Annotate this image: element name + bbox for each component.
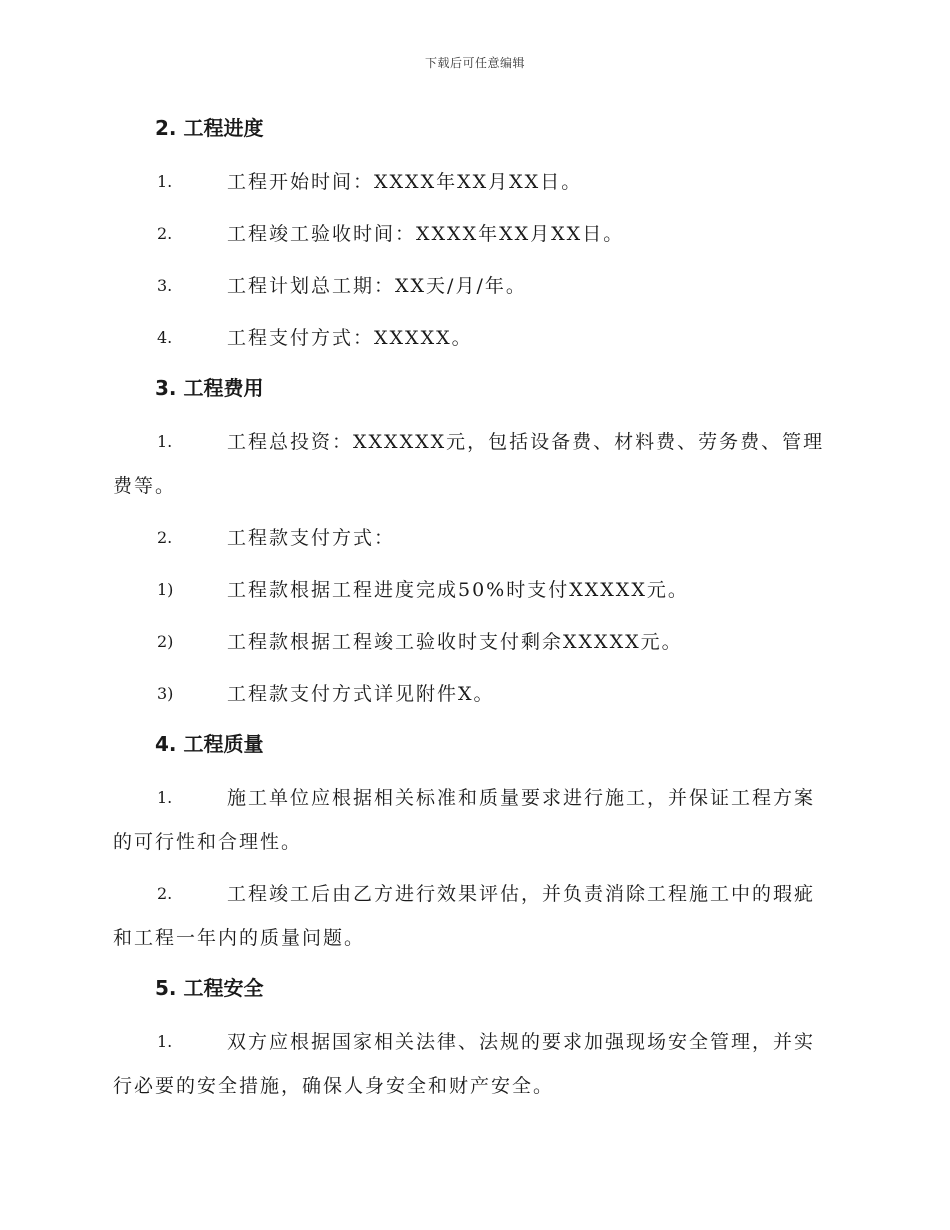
item-text: 工程计划总工期：XX天/月/年。 — [227, 275, 527, 297]
section-title-cost: 3. 工程费用 — [155, 376, 264, 400]
item-text: 施工单位应根据相关标准和质量要求进行施工，并保证工程方案的可行性和合理性。 — [113, 787, 816, 853]
item-text: 工程竣工验收时间：XXXX年XX月XX日。 — [227, 223, 625, 245]
item-number: 2. — [157, 224, 173, 243]
document-body — [113, 108, 833, 1116]
item-number: 1. — [157, 172, 173, 191]
item-number: 4. — [157, 328, 173, 347]
section-title-safety: 5. 工程安全 — [155, 976, 264, 1000]
item-text: 工程款根据工程进度完成50%时支付XXXXX元。 — [227, 579, 689, 601]
item-text: 工程总投资：XXXXXX元，包括设备费、材料费、劳务费、管理费等。 — [113, 431, 825, 497]
list-item — [113, 264, 833, 308]
page-header: 下载后可任意编辑 — [424, 56, 525, 70]
item-number: 1. — [157, 432, 173, 451]
section-title-schedule: 2. 工程进度 — [155, 116, 264, 140]
list-item — [113, 672, 833, 716]
item-number: 2. — [157, 884, 173, 903]
item-number: 3) — [157, 684, 174, 703]
list-item — [113, 316, 833, 360]
list-item — [113, 212, 833, 256]
item-text: 工程支付方式：XXXXX。 — [227, 327, 473, 349]
item-text: 工程开始时间：XXXX年XX月XX日。 — [227, 171, 583, 193]
item-text: 双方应根据国家相关法律、法规的要求加强现场安全管理，并实行必要的安全措施，确保人身安全和财产安全。 — [113, 1031, 816, 1097]
list-item — [113, 620, 833, 664]
item-number: 1) — [157, 580, 174, 599]
list-item — [113, 160, 833, 204]
list-item — [113, 872, 833, 960]
list-item — [113, 420, 833, 508]
item-number: 1. — [157, 788, 173, 807]
item-number: 2. — [157, 528, 173, 547]
item-text: 工程款支付方式： — [227, 527, 396, 549]
item-text: 工程竣工后由乙方进行效果评估，并负责消除工程施工中的瑕疵和工程一年内的质量问题。 — [113, 883, 816, 949]
list-item — [113, 776, 833, 864]
item-number: 2) — [157, 632, 174, 651]
item-text: 工程款根据工程竣工验收时支付剩余XXXXX元。 — [227, 631, 683, 653]
item-number: 1. — [157, 1032, 173, 1051]
item-text: 工程款支付方式详见附件X。 — [227, 683, 495, 705]
item-number: 3. — [157, 276, 173, 295]
section-title-quality: 4. 工程质量 — [155, 732, 264, 756]
list-item — [113, 1020, 833, 1108]
list-item — [113, 516, 833, 560]
list-item — [113, 568, 833, 612]
